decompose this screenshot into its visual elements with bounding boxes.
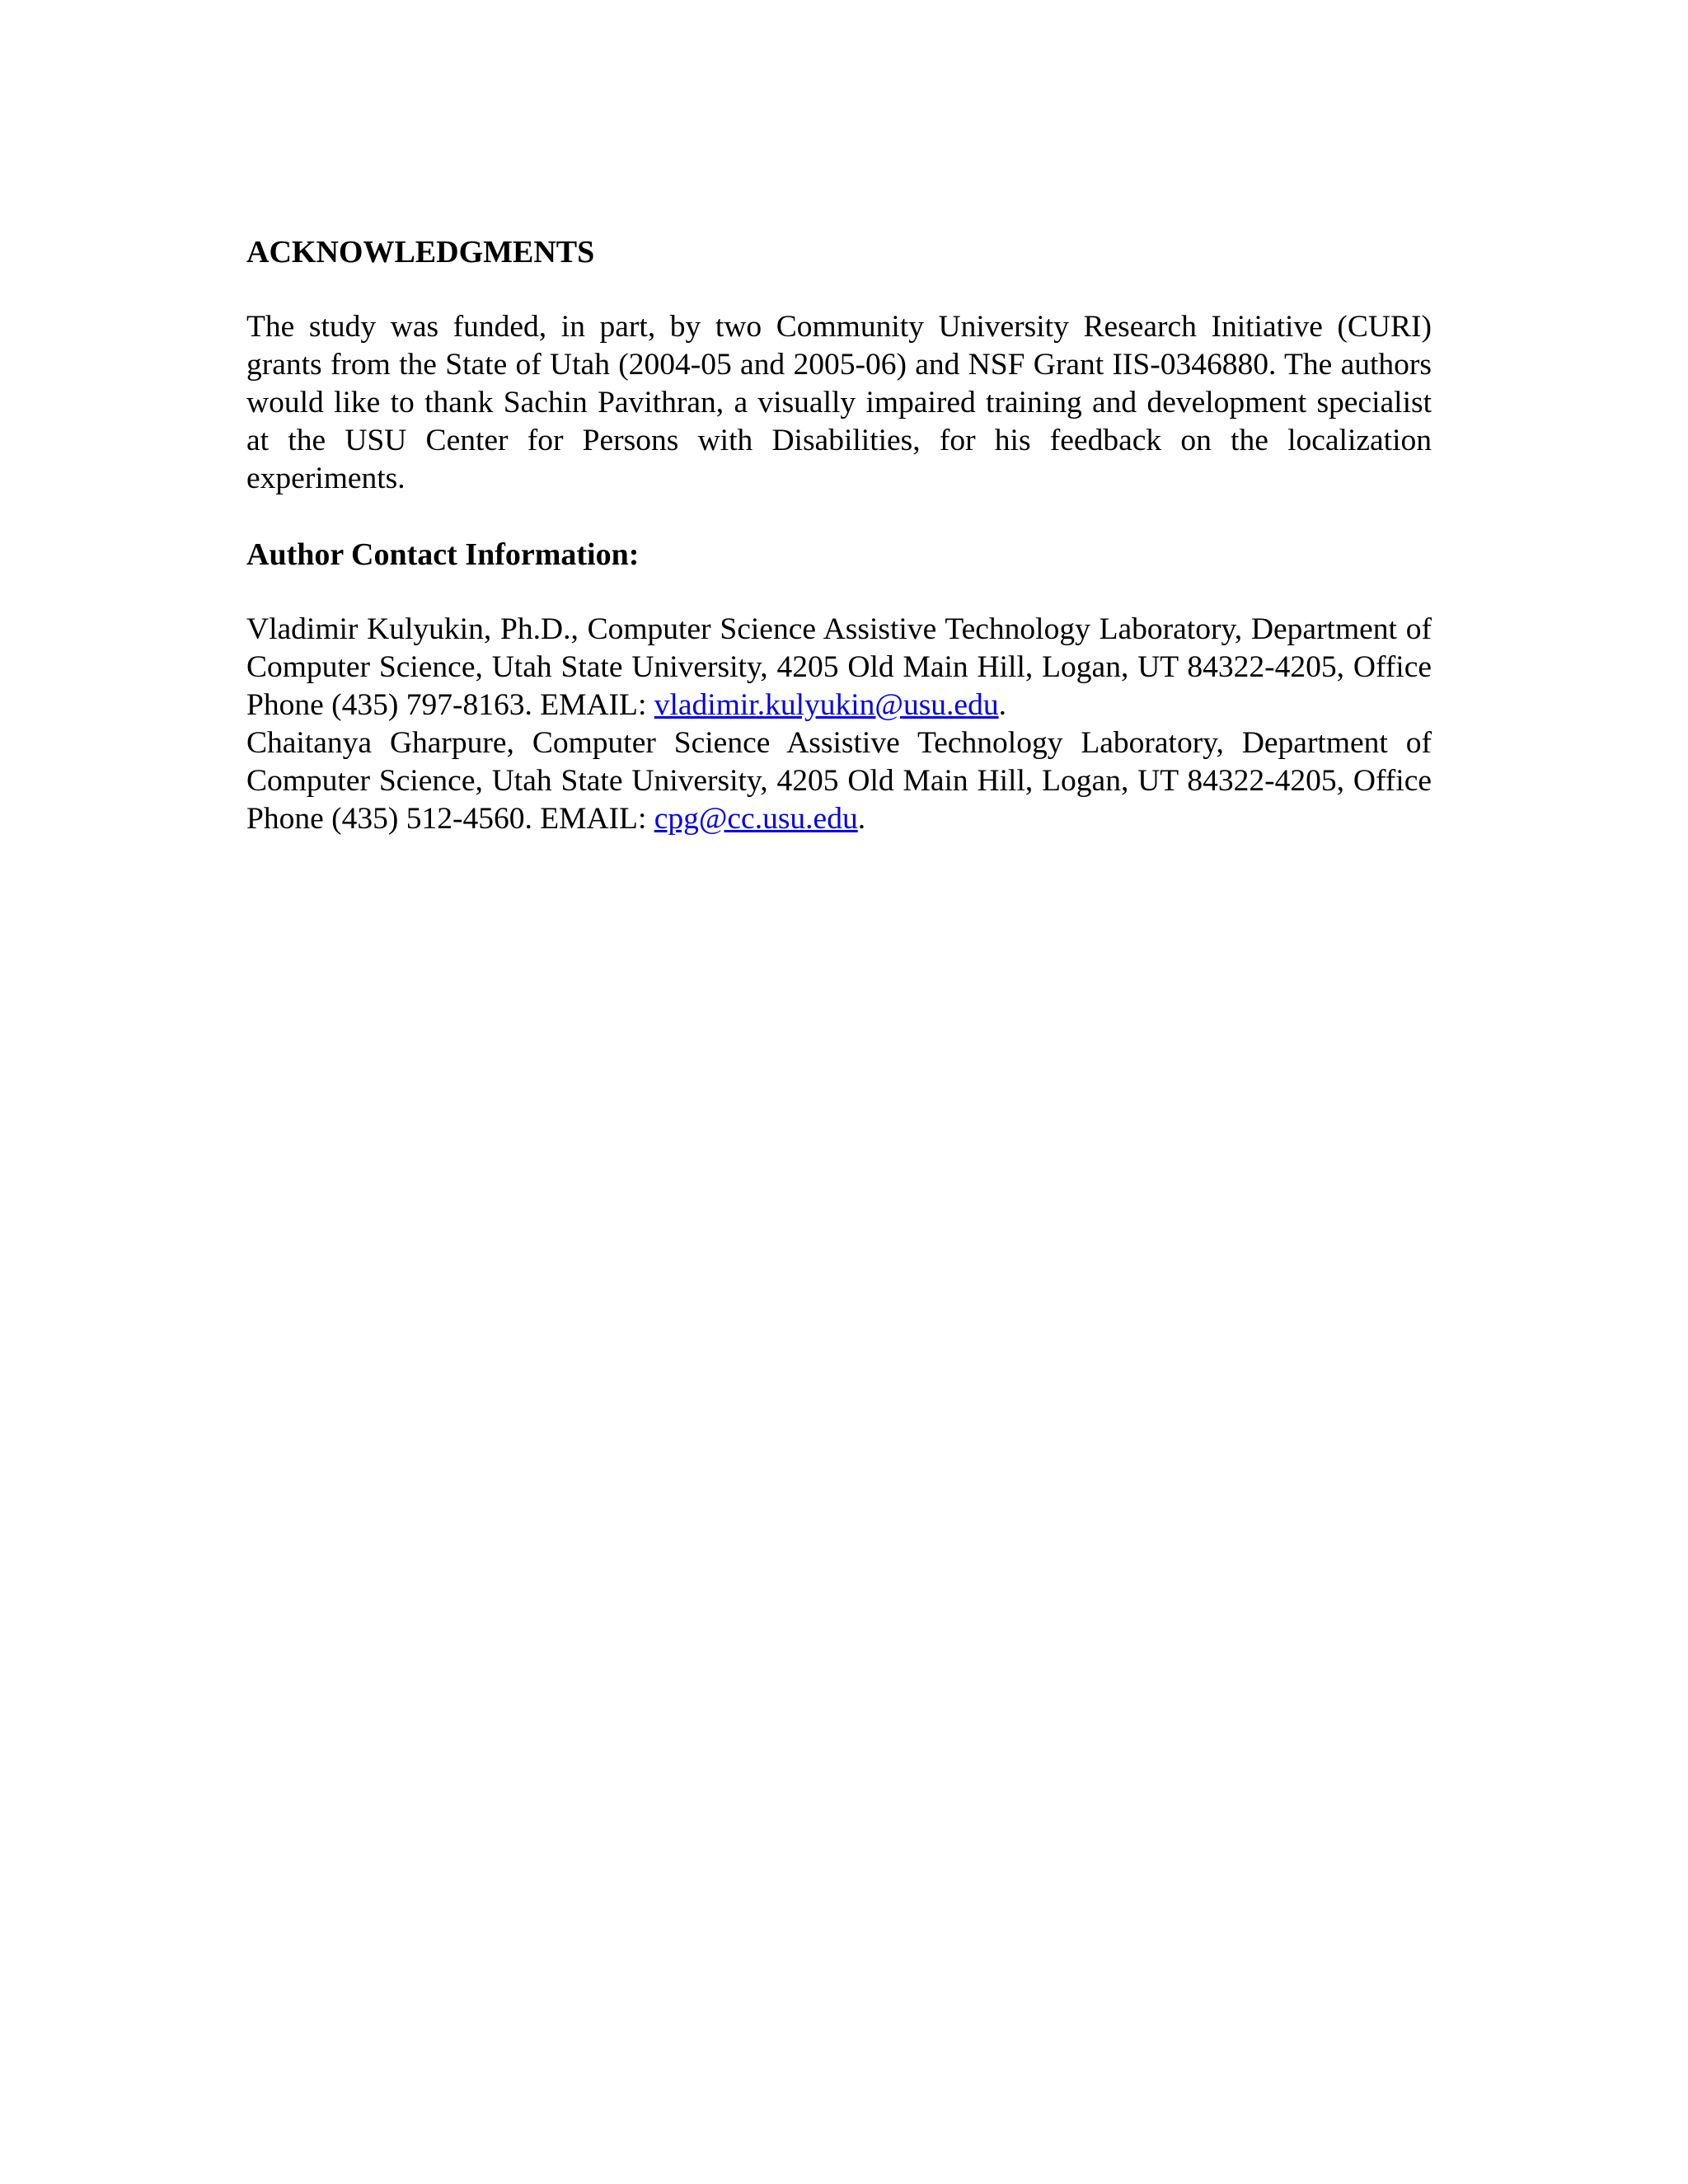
author-contact-gharpure-suffix: .: [857, 802, 866, 836]
spacer: [246, 498, 1432, 536]
email-link-kulyukin[interactable]: vladimir.kulyukin@usu.edu: [654, 688, 999, 722]
spacer: [246, 574, 1432, 611]
acknowledgments-heading: ACKNOWLEDGMENTS: [246, 235, 595, 269]
email-link-gharpure[interactable]: cpg@cc.usu.edu: [654, 802, 858, 836]
author-contact-gharpure: [246, 724, 1432, 838]
author-contact-kulyukin-text: Vladimir Kulyukin, Ph.D., Computer Science Assistive Technology Laboratory, Department of Computer Science, Utah State University, 4205 Old Main Hill, Logan, UT 84322-4205, Office Phone (435) 797-8163. EMAIL:: [246, 612, 1432, 722]
document-page: [246, 233, 1432, 838]
acknowledgments-paragraph: The study was funded, in part, by two Community University Research Initiative (CURI) grants from the State of Utah (2004-05 and 2005-06) and NSF Grant IIS-0346880. The authors would like to thank Sachin Pavithran, a visually impaired training and development specialist at the USU Center for Persons with Disabilities, for his feedback on the localization experiments.: [246, 310, 1432, 495]
spacer: [246, 271, 1432, 308]
author-contact-kulyukin: [246, 611, 1432, 724]
author-contact-gharpure-text: Chaitanya Gharpure, Computer Science Assistive Technology Laboratory, Department of Computer Science, Utah State University, 4205 Old Main Hill, Logan, UT 84322-4205, Office Phone (435) 512-4560. EMAIL:: [246, 726, 1432, 836]
author-contact-kulyukin-suffix: .: [998, 688, 1006, 722]
author-contact-heading: Author Contact Information:: [246, 537, 640, 572]
